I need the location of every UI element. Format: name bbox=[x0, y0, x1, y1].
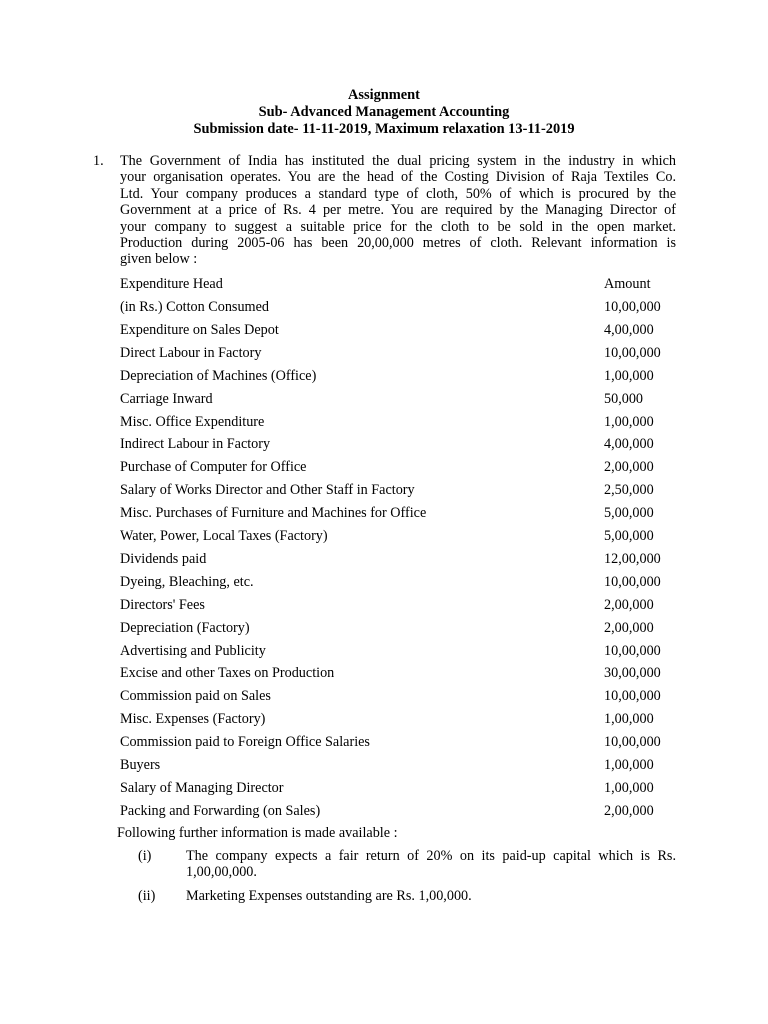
expenditure-head: Purchase of Computer for Office bbox=[120, 459, 307, 476]
table-row bbox=[120, 779, 680, 797]
expenditure-amount: 5,00,000 bbox=[604, 505, 654, 522]
expenditure-amount: 50,000 bbox=[604, 390, 644, 407]
expenditure-head: Dyeing, Bleaching, etc. bbox=[120, 573, 254, 590]
expenditure-amount: 2,00,000 bbox=[604, 802, 654, 819]
expenditure-amount: 10,00,000 bbox=[604, 299, 661, 315]
expenditure-head: Carriage Inward bbox=[120, 390, 213, 407]
expenditure-amount: 1,00,000 bbox=[604, 757, 654, 773]
question-line: Government at a price of Rs. 4 per metre. You are required by the Managing Director of bbox=[120, 202, 676, 219]
table-row bbox=[120, 481, 680, 499]
further-item-number: (ii) bbox=[138, 888, 156, 904]
expenditure-head: Commission paid on Sales bbox=[120, 688, 271, 705]
expenditure-head: (in Rs.) Cotton Consumed bbox=[120, 299, 269, 315]
table-row bbox=[120, 390, 680, 408]
table-row bbox=[120, 756, 680, 774]
expenditure-head: Buyers bbox=[120, 757, 161, 773]
expenditure-head: Salary of Managing Director bbox=[120, 779, 284, 796]
table-row bbox=[120, 596, 680, 614]
question-line: your company to suggest a suitable price for the cloth to be sold in the open market. bbox=[120, 218, 676, 235]
further-item-number: (i) bbox=[138, 848, 152, 864]
expenditure-head: Commission paid to Foreign Office Salaries bbox=[120, 734, 370, 751]
question-line: Ltd. Your company produces a standard type of cloth, 50% of which is procured by the bbox=[120, 185, 676, 202]
assignment-subject: Sub- Advanced Management Accounting bbox=[258, 104, 510, 120]
expenditure-amount: 2,00,000 bbox=[604, 459, 654, 476]
expenditure-amount: 10,00,000 bbox=[604, 344, 661, 361]
further-info-intro: Following further information is made available : bbox=[117, 825, 398, 841]
expenditure-head: Misc. Office Expenditure bbox=[120, 413, 265, 430]
table-row bbox=[120, 642, 680, 660]
table-row bbox=[120, 435, 680, 453]
table-row bbox=[120, 664, 680, 682]
question-line: The Government of India has instituted the dual pricing system in the industry in which bbox=[120, 153, 676, 169]
table-row bbox=[120, 413, 680, 431]
expenditure-amount: 5,00,000 bbox=[604, 528, 654, 544]
expenditure-amount: 1,00,000 bbox=[604, 711, 654, 728]
expenditure-amount: 1,00,000 bbox=[604, 367, 654, 384]
expenditure-head: Directors' Fees bbox=[120, 596, 205, 613]
table-row bbox=[120, 458, 680, 476]
further-item-text bbox=[186, 888, 676, 904]
expenditure-amount: 1,00,000 bbox=[604, 779, 654, 796]
expenditure-head: Excise and other Taxes on Production bbox=[120, 665, 335, 682]
table-row bbox=[120, 802, 680, 820]
expenditure-amount: 2,00,000 bbox=[604, 619, 654, 636]
expenditure-head: Salary of Works Director and Other Staff in Factory bbox=[120, 482, 415, 499]
expenditure-amount: 2,50,000 bbox=[604, 482, 654, 499]
expenditure-table-header bbox=[120, 275, 680, 293]
table-row bbox=[120, 550, 680, 568]
table-row bbox=[120, 298, 680, 316]
expenditure-amount: 30,00,000 bbox=[604, 665, 661, 682]
further-item-line: 1,00,00,000. bbox=[186, 864, 257, 881]
further-item-line: The company expects a fair return of 20% on its paid-up capital which is Rs. bbox=[186, 848, 676, 864]
table-row bbox=[120, 619, 680, 637]
expenditure-amount: 2,00,000 bbox=[604, 596, 654, 613]
table-row bbox=[120, 733, 680, 751]
expenditure-head: Advertising and Publicity bbox=[120, 642, 266, 659]
question-line: given below : bbox=[120, 251, 198, 268]
expenditure-head: Misc. Purchases of Furniture and Machines for Office bbox=[120, 505, 427, 522]
expenditure-amount: 10,00,000 bbox=[604, 734, 661, 751]
expenditure-head: Depreciation of Machines (Office) bbox=[120, 367, 317, 384]
question-text bbox=[120, 153, 676, 268]
expenditure-amount: 12,00,000 bbox=[604, 550, 661, 567]
expenditure-amount: 4,00,000 bbox=[604, 321, 654, 338]
question-line: Production during 2005-06 has been 20,00,000 metres of cloth. Relevant information is bbox=[120, 234, 676, 251]
expenditure-head: Indirect Labour in Factory bbox=[120, 436, 271, 453]
table-row bbox=[120, 710, 680, 728]
expenditure-head: Direct Labour in Factory bbox=[120, 344, 262, 361]
expenditure-amount: 4,00,000 bbox=[604, 436, 654, 453]
assignment-title: Assignment bbox=[348, 87, 420, 103]
expenditure-head: Water, Power, Local Taxes (Factory) bbox=[120, 528, 328, 544]
table-row bbox=[120, 687, 680, 705]
table-row bbox=[120, 367, 680, 385]
expenditure-amount: 10,00,000 bbox=[604, 573, 661, 590]
table-row bbox=[120, 321, 680, 339]
table-row bbox=[120, 504, 680, 522]
table-row bbox=[120, 344, 680, 362]
expenditure-amount: 1,00,000 bbox=[604, 413, 654, 430]
question-number: 1. bbox=[93, 153, 104, 169]
table-row bbox=[120, 573, 680, 591]
table-row bbox=[120, 527, 680, 545]
expenditure-head: Dividends paid bbox=[120, 550, 207, 567]
expenditure-head: Expenditure on Sales Depot bbox=[120, 321, 279, 338]
submission-dates: Submission date- 11-11-2019, Maximum relaxation 13-11-2019 bbox=[193, 121, 575, 137]
further-item-text bbox=[186, 848, 676, 881]
assignment-header bbox=[0, 87, 768, 138]
expenditure-head: Packing and Forwarding (on Sales) bbox=[120, 802, 321, 819]
question-line: your organisation operates. You are the head of the Costing Division of Raja Textiles Co. bbox=[120, 169, 676, 186]
expenditure-head: Depreciation (Factory) bbox=[120, 619, 250, 636]
amount-label: Amount bbox=[604, 276, 651, 292]
further-item-line: Marketing Expenses outstanding are Rs. 1,00,000. bbox=[186, 888, 472, 904]
expenditure-amount: 10,00,000 bbox=[604, 642, 661, 659]
expenditure-amount: 10,00,000 bbox=[604, 688, 661, 705]
expenditure-head-label: Expenditure Head bbox=[120, 276, 223, 292]
expenditure-head: Misc. Expenses (Factory) bbox=[120, 711, 266, 728]
